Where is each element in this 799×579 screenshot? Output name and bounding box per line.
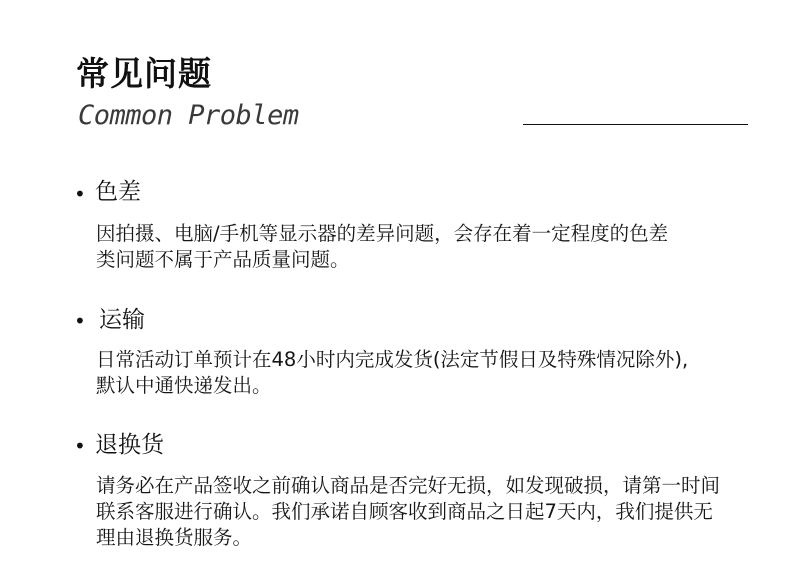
body-line: 联系客服进行确认。我们承诺自顾客收到商品之日起7天内，我们提供无 <box>96 500 713 523</box>
title-divider <box>523 124 748 125</box>
section-heading: 退换货 <box>95 432 164 458</box>
section-heading: 色差 <box>95 179 141 205</box>
section-body <box>96 473 720 551</box>
body-line: 类问题不属于产品质量问题。 <box>96 248 350 271</box>
section-body <box>96 221 668 273</box>
body-line: 日常活动订单预计在48小时内完成发货(法定节假日及特殊情况除外), <box>96 348 689 371</box>
body-line: 请务必在产品签收之前确认商品是否完好无损，如发现破损，请第一时间 <box>96 474 721 497</box>
bullet-icon: • <box>74 309 86 333</box>
body-line: 默认中通快递发出。 <box>96 374 272 397</box>
bullet-icon: • <box>74 434 86 458</box>
body-line: 因拍摄、电脑/手机等显示器的差异问题，会存在着一定程度的色差 <box>96 222 669 245</box>
body-line: 理由退换货服务。 <box>96 526 253 549</box>
page-title: 常见问题 <box>76 54 212 93</box>
section-body <box>96 347 688 399</box>
section-heading: 运输 <box>99 307 145 333</box>
page-subtitle: Common Problem <box>78 100 299 131</box>
bullet-icon: • <box>74 182 86 206</box>
